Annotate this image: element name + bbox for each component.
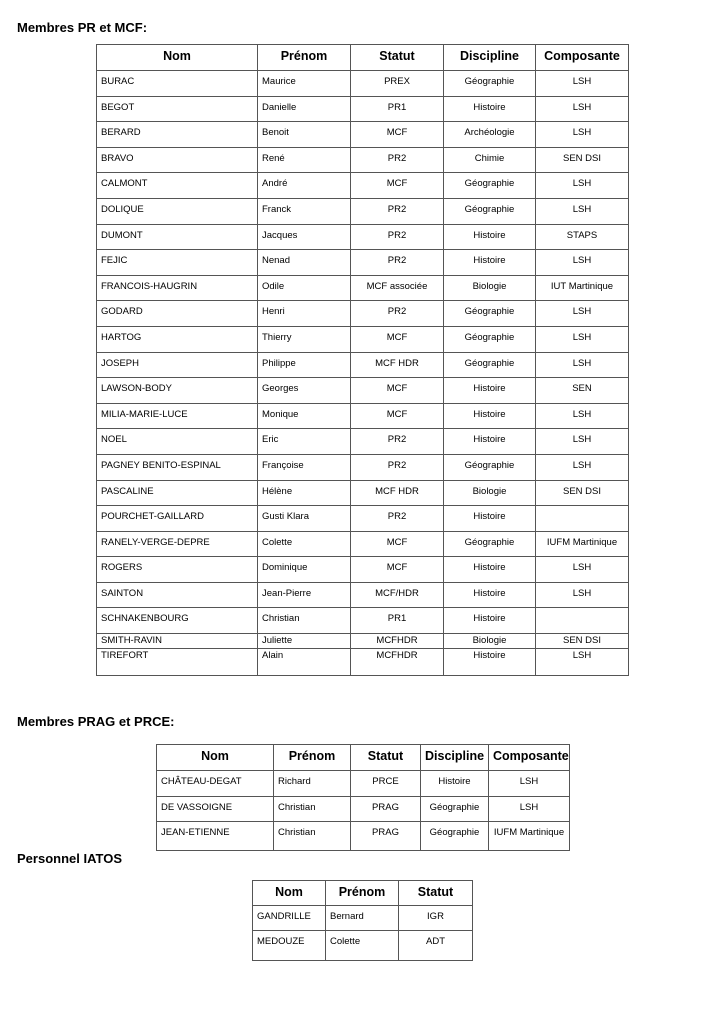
- cell-composante: SEN DSI: [536, 147, 629, 173]
- column-header-discipline: Discipline: [444, 45, 536, 71]
- cell-composante: LSH: [536, 122, 629, 148]
- cell-statut: MCF/HDR: [351, 582, 444, 608]
- cell-statut: PR1: [351, 608, 444, 634]
- column-header-prenom: Prénom: [274, 745, 351, 771]
- cell-nom: FRANCOIS-HAUGRIN: [97, 275, 258, 301]
- cell-composante: LSH: [536, 250, 629, 276]
- table-row: [97, 582, 629, 608]
- cell-prenom: Eric: [258, 429, 351, 455]
- cell-prenom: Colette: [258, 531, 351, 557]
- cell-prenom: Danielle: [258, 96, 351, 122]
- cell-discipline: Géographie: [421, 797, 489, 822]
- cell-discipline: Histoire: [444, 557, 536, 583]
- cell-discipline: Biologie: [444, 275, 536, 301]
- cell-statut: PRCE: [351, 771, 421, 797]
- cell-composante: LSH: [536, 352, 629, 378]
- cell-statut: MCFHDR: [351, 649, 444, 676]
- cell-nom: MILIA-MARIE-LUCE: [97, 403, 258, 429]
- cell-discipline: Histoire: [421, 771, 489, 797]
- cell-prenom: Maurice: [258, 71, 351, 97]
- cell-composante: LSH: [489, 771, 570, 797]
- cell-composante: LSH: [536, 301, 629, 327]
- section-title-iatos: Personnel IATOS: [17, 851, 122, 866]
- cell-nom: CALMONT: [97, 173, 258, 199]
- column-header-statut: Statut: [399, 881, 473, 906]
- cell-nom: DUMONT: [97, 224, 258, 250]
- table-row: [97, 608, 629, 634]
- table-row: [97, 173, 629, 199]
- cell-nom: ROGERS: [97, 557, 258, 583]
- table-row: [157, 797, 570, 822]
- cell-discipline: Géographie: [444, 531, 536, 557]
- cell-nom: MEDOUZE: [253, 931, 326, 961]
- table-row: [97, 147, 629, 173]
- column-header-nom: Nom: [97, 45, 258, 71]
- cell-discipline: Géographie: [444, 352, 536, 378]
- table-row: [97, 557, 629, 583]
- cell-discipline: Chimie: [444, 147, 536, 173]
- column-header-discipline: Discipline: [421, 745, 489, 771]
- cell-prenom: Colette: [326, 931, 399, 961]
- table-row: [97, 531, 629, 557]
- cell-statut: PR1: [351, 96, 444, 122]
- section-title-pr-mcf: Membres PR et MCF:: [17, 20, 148, 35]
- column-header-composante: Composante: [536, 45, 629, 71]
- table-prag-prce: [156, 744, 570, 851]
- cell-composante: STAPS: [536, 224, 629, 250]
- cell-discipline: Histoire: [444, 250, 536, 276]
- cell-discipline: Archéologie: [444, 122, 536, 148]
- cell-discipline: Histoire: [444, 403, 536, 429]
- table-pr-mcf: [96, 44, 629, 676]
- cell-statut: PR2: [351, 454, 444, 480]
- cell-prenom: Christian: [274, 797, 351, 822]
- table-header-row: [97, 45, 629, 71]
- table-row: [253, 906, 473, 931]
- table-row: [97, 454, 629, 480]
- cell-statut: PR2: [351, 147, 444, 173]
- cell-nom: POURCHET-GAILLARD: [97, 506, 258, 532]
- cell-prenom: Hélène: [258, 480, 351, 506]
- cell-nom: SAINTON: [97, 582, 258, 608]
- table-header-row: [157, 745, 570, 771]
- table-header-row: [253, 881, 473, 906]
- cell-discipline: Histoire: [444, 96, 536, 122]
- table-row: [97, 301, 629, 327]
- cell-composante: SEN DSI: [536, 634, 629, 649]
- cell-composante: LSH: [536, 429, 629, 455]
- cell-nom: BEGOT: [97, 96, 258, 122]
- cell-nom: SMITH-RAVIN: [97, 634, 258, 649]
- cell-discipline: Histoire: [444, 649, 536, 676]
- cell-prenom: Dominique: [258, 557, 351, 583]
- cell-prenom: Georges: [258, 378, 351, 404]
- cell-statut: MCF HDR: [351, 352, 444, 378]
- cell-prenom: Alain: [258, 649, 351, 676]
- cell-nom: BURAC: [97, 71, 258, 97]
- cell-statut: MCF: [351, 122, 444, 148]
- table-row: [97, 649, 629, 676]
- cell-prenom: Thierry: [258, 326, 351, 352]
- cell-composante: LSH: [536, 173, 629, 199]
- cell-nom: GODARD: [97, 301, 258, 327]
- cell-statut: PRAG: [351, 822, 421, 851]
- cell-discipline: Biologie: [444, 480, 536, 506]
- cell-nom: TIREFORT: [97, 649, 258, 676]
- table-iatos: [252, 880, 473, 961]
- cell-discipline: Histoire: [444, 582, 536, 608]
- cell-prenom: André: [258, 173, 351, 199]
- cell-statut: PR2: [351, 301, 444, 327]
- cell-statut: MCF HDR: [351, 480, 444, 506]
- cell-nom: RANELY-VERGE-DEPRE: [97, 531, 258, 557]
- cell-composante: LSH: [536, 582, 629, 608]
- cell-statut: MCF: [351, 173, 444, 199]
- cell-statut: PREX: [351, 71, 444, 97]
- cell-statut: PR2: [351, 198, 444, 224]
- cell-composante: LSH: [536, 454, 629, 480]
- cell-prenom: Philippe: [258, 352, 351, 378]
- cell-composante: LSH: [489, 797, 570, 822]
- cell-statut: MCF: [351, 378, 444, 404]
- cell-composante: SEN: [536, 378, 629, 404]
- cell-prenom: Françoise: [258, 454, 351, 480]
- table-row: [97, 275, 629, 301]
- cell-prenom: Henri: [258, 301, 351, 327]
- table-row: [97, 506, 629, 532]
- cell-prenom: René: [258, 147, 351, 173]
- cell-discipline: Géographie: [421, 822, 489, 851]
- cell-discipline: Géographie: [444, 301, 536, 327]
- cell-nom: PAGNEY BENITO-ESPINAL: [97, 454, 258, 480]
- cell-prenom: Gusti Klara: [258, 506, 351, 532]
- cell-prenom: Franck: [258, 198, 351, 224]
- cell-composante: LSH: [536, 96, 629, 122]
- cell-prenom: Juliette: [258, 634, 351, 649]
- cell-prenom: Nenad: [258, 250, 351, 276]
- cell-prenom: Christian: [258, 608, 351, 634]
- table-row: [253, 931, 473, 961]
- table-row: [97, 429, 629, 455]
- cell-prenom: Christian: [274, 822, 351, 851]
- cell-statut: PR2: [351, 224, 444, 250]
- cell-composante: IUT Martinique: [536, 275, 629, 301]
- cell-composante: SEN DSI: [536, 480, 629, 506]
- column-header-prenom: Prénom: [258, 45, 351, 71]
- cell-composante: LSH: [536, 326, 629, 352]
- cell-composante: [536, 608, 629, 634]
- section-title-prag-prce: Membres PRAG et PRCE:: [17, 714, 175, 729]
- cell-prenom: Jean-Pierre: [258, 582, 351, 608]
- cell-composante: [536, 506, 629, 532]
- cell-statut: ADT: [399, 931, 473, 961]
- cell-composante: IUFM Martinique: [536, 531, 629, 557]
- cell-discipline: Histoire: [444, 429, 536, 455]
- cell-discipline: Histoire: [444, 378, 536, 404]
- table-row: [97, 326, 629, 352]
- cell-prenom: Richard: [274, 771, 351, 797]
- cell-composante: LSH: [536, 71, 629, 97]
- cell-discipline: Histoire: [444, 224, 536, 250]
- table-row: [97, 71, 629, 97]
- cell-discipline: Géographie: [444, 326, 536, 352]
- cell-nom: BERARD: [97, 122, 258, 148]
- cell-statut: MCF: [351, 326, 444, 352]
- column-header-statut: Statut: [351, 45, 444, 71]
- cell-nom: DE VASSOIGNE: [157, 797, 274, 822]
- table-row: [97, 403, 629, 429]
- cell-discipline: Géographie: [444, 173, 536, 199]
- cell-nom: DOLIQUE: [97, 198, 258, 224]
- table-row: [97, 352, 629, 378]
- cell-prenom: Jacques: [258, 224, 351, 250]
- cell-statut: MCF associée: [351, 275, 444, 301]
- table-row: [97, 122, 629, 148]
- cell-statut: PRAG: [351, 797, 421, 822]
- table-row: [97, 378, 629, 404]
- cell-statut: IGR: [399, 906, 473, 931]
- cell-discipline: Géographie: [444, 71, 536, 97]
- cell-nom: JEAN-ETIENNE: [157, 822, 274, 851]
- cell-statut: MCF: [351, 403, 444, 429]
- cell-composante: LSH: [536, 649, 629, 676]
- cell-nom: NOEL: [97, 429, 258, 455]
- column-header-nom: Nom: [253, 881, 326, 906]
- table-row: [97, 198, 629, 224]
- cell-statut: PR2: [351, 250, 444, 276]
- column-header-composante: Composante: [489, 745, 570, 771]
- cell-nom: LAWSON-BODY: [97, 378, 258, 404]
- cell-prenom: Bernard: [326, 906, 399, 931]
- cell-nom: HARTOG: [97, 326, 258, 352]
- table-row: [157, 771, 570, 797]
- cell-prenom: Monique: [258, 403, 351, 429]
- table-row: [97, 224, 629, 250]
- cell-nom: SCHNAKENBOURG: [97, 608, 258, 634]
- cell-nom: BRAVO: [97, 147, 258, 173]
- cell-statut: MCF: [351, 557, 444, 583]
- cell-statut: PR2: [351, 506, 444, 532]
- column-header-nom: Nom: [157, 745, 274, 771]
- cell-discipline: Histoire: [444, 506, 536, 532]
- cell-nom: JOSEPH: [97, 352, 258, 378]
- cell-composante: LSH: [536, 403, 629, 429]
- table-row: [97, 250, 629, 276]
- cell-composante: LSH: [536, 557, 629, 583]
- cell-discipline: Histoire: [444, 608, 536, 634]
- cell-discipline: Géographie: [444, 198, 536, 224]
- table-row: [97, 634, 629, 649]
- cell-nom: PASCALINE: [97, 480, 258, 506]
- cell-prenom: Benoit: [258, 122, 351, 148]
- table-row: [97, 96, 629, 122]
- cell-composante: IUFM Martinique: [489, 822, 570, 851]
- cell-statut: MCF: [351, 531, 444, 557]
- cell-nom: CHÂTEAU-DEGAT: [157, 771, 274, 797]
- cell-discipline: Biologie: [444, 634, 536, 649]
- table-row: [97, 480, 629, 506]
- cell-nom: GANDRILLE: [253, 906, 326, 931]
- table-row: [157, 822, 570, 851]
- cell-nom: FEJIC: [97, 250, 258, 276]
- cell-discipline: Géographie: [444, 454, 536, 480]
- cell-statut: PR2: [351, 429, 444, 455]
- column-header-statut: Statut: [351, 745, 421, 771]
- cell-prenom: Odile: [258, 275, 351, 301]
- cell-composante: LSH: [536, 198, 629, 224]
- cell-statut: MCFHDR: [351, 634, 444, 649]
- column-header-prenom: Prénom: [326, 881, 399, 906]
